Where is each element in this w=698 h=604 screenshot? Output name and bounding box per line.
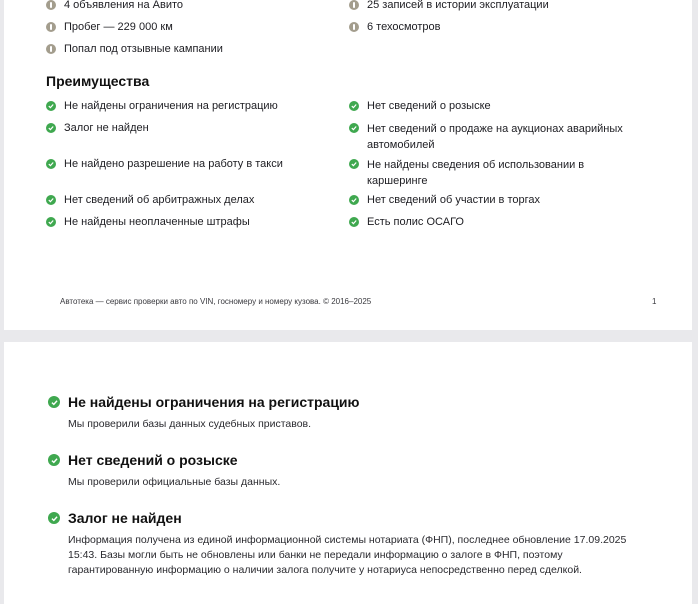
fact-text: 4 объявления на Авито <box>64 0 184 11</box>
check-circle-icon <box>46 217 56 227</box>
fact-item <box>46 0 183 13</box>
advantage-item <box>349 121 657 153</box>
advantage-item <box>46 121 149 136</box>
check-circle-icon <box>46 195 56 205</box>
check-circle-icon <box>46 101 56 111</box>
check-circle-icon <box>48 512 60 524</box>
fact-text: Попал под отзывные кампании <box>64 43 223 55</box>
advantage-item <box>349 157 627 189</box>
advantage-item <box>46 99 278 114</box>
info-icon <box>46 0 56 10</box>
advantage-text: Нет сведений о продаже на аукционах аварийных автомобилей <box>367 123 623 151</box>
info-icon <box>349 22 359 32</box>
detail-block <box>48 509 638 578</box>
detail-block <box>48 451 638 490</box>
detail-description: Мы проверили базы данных судебных приставов. <box>68 418 312 430</box>
check-circle-icon <box>349 195 359 205</box>
advantage-text: Не найдено разрешение на работу в такси <box>64 158 283 170</box>
info-icon <box>349 0 359 10</box>
advantage-text: Есть полис ОСАГО <box>367 216 464 228</box>
check-circle-icon <box>48 396 60 408</box>
advantage-item <box>46 215 250 230</box>
info-icon <box>46 44 56 54</box>
detail-title: Не найдены ограничения на регистрацию <box>68 394 360 410</box>
advantage-item <box>349 193 540 208</box>
detail-description: Мы проверили официальные базы данных. <box>68 476 281 488</box>
advantage-item <box>46 193 254 208</box>
detail-title: Нет сведений о розыске <box>68 452 238 468</box>
report-page-1 <box>4 0 692 330</box>
advantages-title: Преимущества <box>46 73 150 89</box>
fact-text: Пробег — 229 000 км <box>64 21 173 33</box>
fact-item <box>46 20 173 35</box>
advantage-item <box>349 99 491 114</box>
check-circle-icon <box>46 159 56 169</box>
advantage-text: Не найдены сведения об использовании в каршеринге <box>367 159 585 187</box>
report-page-2 <box>4 342 692 604</box>
page-number: 1 <box>652 297 657 306</box>
info-icon <box>46 22 56 32</box>
advantage-text: Не найдены ограничения на регистрацию <box>64 100 278 112</box>
advantage-item <box>46 157 283 172</box>
fact-item <box>46 42 223 57</box>
check-circle-icon <box>48 454 60 466</box>
check-circle-icon <box>349 123 359 133</box>
advantage-text: Не найдены неоплаченные штрафы <box>64 216 250 228</box>
advantage-text: Нет сведений о розыске <box>367 100 491 112</box>
check-circle-icon <box>349 217 359 227</box>
check-circle-icon <box>349 101 359 111</box>
advantage-text: Нет сведений об арбитражных делах <box>64 194 255 206</box>
fact-item <box>349 0 549 13</box>
detail-block <box>48 393 638 432</box>
fact-text: 6 техосмотров <box>367 21 441 33</box>
advantage-item <box>349 215 464 230</box>
advantage-text: Нет сведений об участии в торгах <box>367 194 540 206</box>
fact-item <box>349 20 441 35</box>
fact-text: 25 записей в истории эксплуатации <box>367 0 549 11</box>
advantage-text: Залог не найден <box>64 122 149 134</box>
check-circle-icon <box>349 159 359 169</box>
page-footer: Автотека — сервис проверки авто по VIN, госномеру и номеру кузова. © 2016–2025 <box>60 297 372 306</box>
detail-title: Залог не найден <box>68 510 182 526</box>
check-circle-icon <box>46 123 56 133</box>
detail-description: Информация получена из единой информационной системы нотариата (ФНП), последнее обновление 17.09.2025 15:43. Базы могли быть не обновлены или банки не передали информацию о залоге в ФНП, поэтому гарантированную информацию о наличии залога получите у нотариуса непосредственно перед сделкой. <box>68 534 627 576</box>
